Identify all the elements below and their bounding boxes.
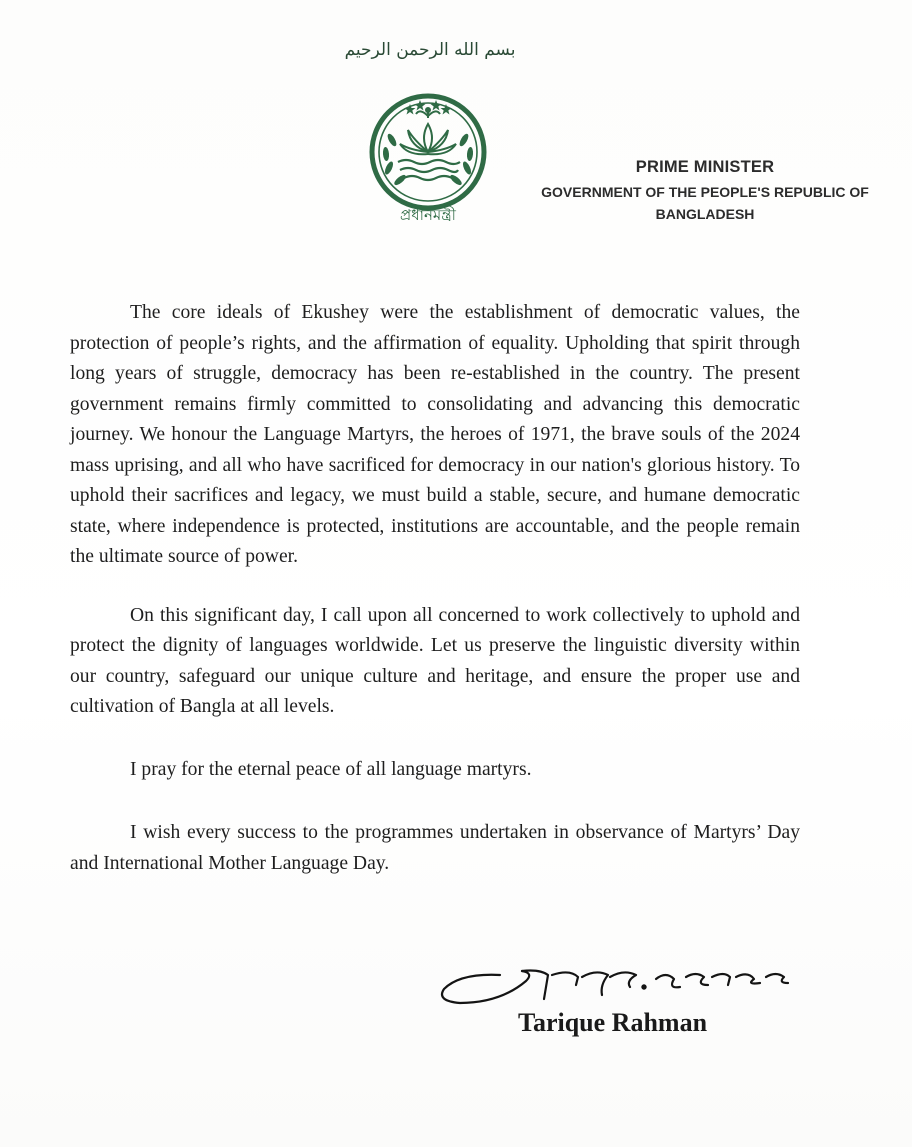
signer-name: Tarique Rahman	[518, 1008, 708, 1037]
emblem-icon	[360, 88, 496, 228]
government-emblem	[360, 88, 496, 228]
letter-body	[70, 298, 800, 879]
office-subtitle-line1: GOVERNMENT OF THE PEOPLE'S REPUBLIC OF	[541, 184, 869, 200]
handwritten-signature	[430, 955, 800, 1015]
paragraph-call: On this significant day, I call upon all concerned to work collectively to uphold and protect the dignity of languages worldwide. Let us preserve the linguistic diversity within our country, safeguard our unique culture and heritage, and ensure the proper use and cultivation of Bangla at all levels.	[70, 604, 800, 717]
paragraph-prayer: I pray for the eternal peace of all language martyrs.	[130, 758, 532, 780]
office-header	[505, 158, 905, 225]
bismillah-text: بسم الله الرحمن الرحيم	[344, 40, 516, 60]
office-subtitle-line2: BANGLADESH	[655, 206, 755, 222]
emblem-caption: প্রধানমন্ত্রী	[400, 206, 456, 224]
office-title: PRIME MINISTER	[635, 158, 775, 176]
paragraph-wishes: I wish every success to the programmes undertaken in observance of Martyrs’ Day and International Mother Language Day.	[70, 822, 800, 874]
paragraph-ideals: The core ideals of Ekushey were the establishment of democratic values, the protection of people’s rights, and the affirmation of equality. Upholding that spirit through long years of struggle, democracy has been re-established in the country. The present government remains firmly committed to consolidating and advancing this democratic journey. We honour the Language Martyrs, the heroes of 1971, the brave souls of the 2024 mass uprising, and all who have sacrificed for democracy in our nation's glorious history. To uphold their sacrifices and legacy, we must build a stable, secure, and humane democratic state, where independence is protected, institutions are accountable, and the people remain the ultimate source of power.	[70, 302, 800, 567]
signature-icon	[430, 955, 800, 1015]
